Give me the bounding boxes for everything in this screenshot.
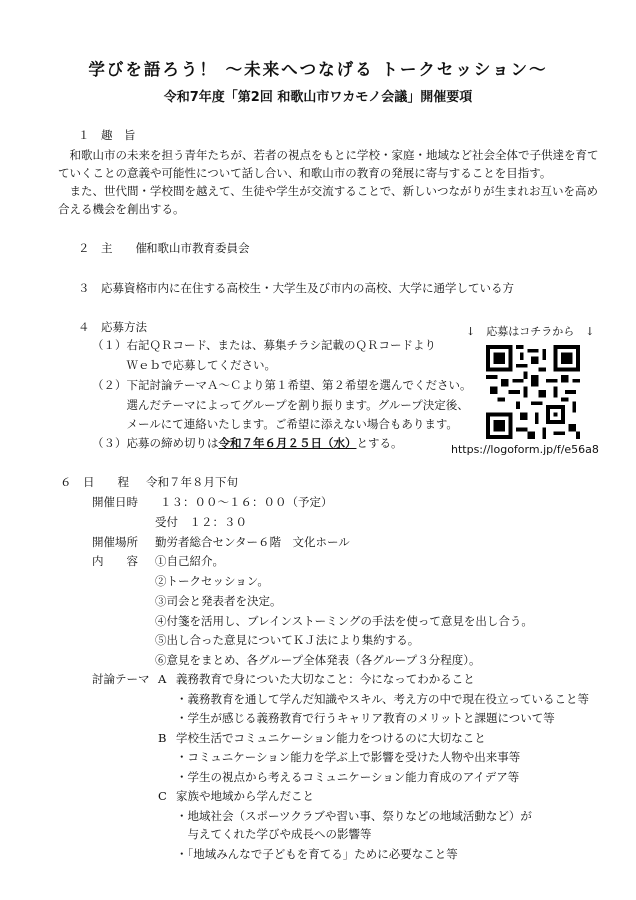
- section-1-line: ていくことの意義や可能性について話し合い、和歌山市の教育の発展に寄与することを目指す。: [58, 166, 552, 180]
- qr-url[interactable]: https://logoform.jp/f/e56a8: [451, 443, 599, 456]
- deadline-date: 令和７年６月２５日（水）: [218, 436, 357, 450]
- content-item: ③司会と発表者を決定。: [155, 594, 282, 608]
- theme-title: 学校生活でコミュニケーション能力をつけるのに大切なこと: [176, 731, 486, 745]
- organizer-value: 和歌山市教育委員会: [146, 241, 250, 255]
- theme-title: 義務教育で身についた大切なこと：今になってわかること: [176, 672, 475, 686]
- section-1-line: また、世代間・学校間を越えて、生徒や学生が交流することで、新しいつながりが生まれお互いを高め: [58, 184, 599, 198]
- section-1-line: 和歌山市の未来を担う青年たちが、若者の視点をもとに学校・家庭・地域など社会全体で子供達を育て: [58, 148, 599, 162]
- theme-bullet: ・学生の視点から考えるコミュニケーション能力育成のアイデア等: [176, 770, 520, 784]
- theme-letter: A: [158, 672, 167, 686]
- theme-title: 家族や地域から学んだこと: [176, 789, 314, 803]
- apply-line: メールにて連絡いたします。ご希望に添えない場合もあります。: [92, 417, 458, 431]
- qr-caption: ↓ 応募はコチラから ↓: [466, 325, 595, 338]
- content-item: ②トークセッション。: [155, 574, 269, 588]
- theme-bullet: ・学生が感じる義務教育で行うキャリア教育のメリットと課題について等: [176, 711, 555, 725]
- theme-label: 討論テーマ: [92, 672, 150, 686]
- theme-letter: B: [158, 731, 167, 745]
- apply-line: （２）下記討論テーマＡ～Ｃより第１希望、第２希望を選んでください。: [92, 378, 472, 392]
- place-label: 開催場所: [92, 535, 138, 549]
- page-title: 学びを語ろう！ ～未来へつなげる トークセッション～: [88, 60, 548, 79]
- theme-bullet: ・「地域みんなで子どもを育てる」ために必要なこと等: [176, 847, 458, 861]
- deadline-suffix: とする。: [356, 436, 403, 450]
- content-item: ④付箋を活用し、ブレインストーミングの手法を使って意見を出し合う。: [155, 614, 533, 628]
- theme-bullet: ・コミュニケーション能力を学ぶ上で影響を受けた人物や出来事等: [176, 750, 521, 764]
- content-item: ①自己紹介。: [155, 554, 224, 568]
- deadline-prefix: （３）応募の締め切りは: [92, 436, 219, 450]
- theme-bullet: ・地域社会（スポーツクラブや習い事、祭りなどの地域活動など）が: [176, 809, 532, 823]
- section-4-heading: ４ 応募方法: [78, 320, 147, 334]
- deadline-line: [92, 435, 403, 451]
- theme-letter: C: [158, 789, 167, 803]
- apply-line: Ｗｅｂで応募してください。: [92, 358, 276, 372]
- datetime-label: 開催日時: [92, 495, 138, 509]
- schedule-period: 令和７年８月下旬: [146, 475, 238, 489]
- section-6-heading: ６ 日 程: [60, 475, 129, 489]
- reception-time: 受付 １２：３０: [155, 515, 247, 529]
- theme-bullet: ・義務教育を通して学んだ知識やスキル、考え方の中で現在役立っていること等: [176, 692, 589, 706]
- section-1-heading: １ 趣 旨: [78, 128, 136, 142]
- section-1-line: 合える機会を創出する。: [58, 202, 185, 216]
- content-label: 内 容: [92, 554, 138, 568]
- eligibility-value: 市内に在住する高校生・大学生及び市内の高校、大学に通学している方: [146, 281, 514, 295]
- apply-line: 選んだテーマによってグループを割り振ります。グループ決定後、: [92, 398, 469, 412]
- section-3-heading: ３ 応募資格: [78, 281, 147, 295]
- datetime-value: １３：００～１６：００（予定）: [160, 495, 333, 509]
- theme-bullet: 与えてくれた学びや成長への影響等: [176, 827, 372, 841]
- content-item: ⑥意見をまとめ、各グループ全体発表（各グループ３分程度）。: [155, 653, 481, 667]
- apply-line: （１）右記ＱＲコード、または、募集チラシ記載のＱＲコードより: [92, 338, 436, 352]
- place-value: 勤労者総合センター６階 文化ホール: [155, 535, 350, 549]
- section-2-heading: ２ 主 催: [78, 241, 147, 255]
- content-item: ⑤出し合った意見についてＫＪ法により集約する。: [155, 633, 420, 647]
- qr-code[interactable]: [486, 345, 580, 439]
- page-subtitle: 令和7年度「第2回 和歌山市ワカモノ会議」開催要項: [163, 90, 473, 105]
